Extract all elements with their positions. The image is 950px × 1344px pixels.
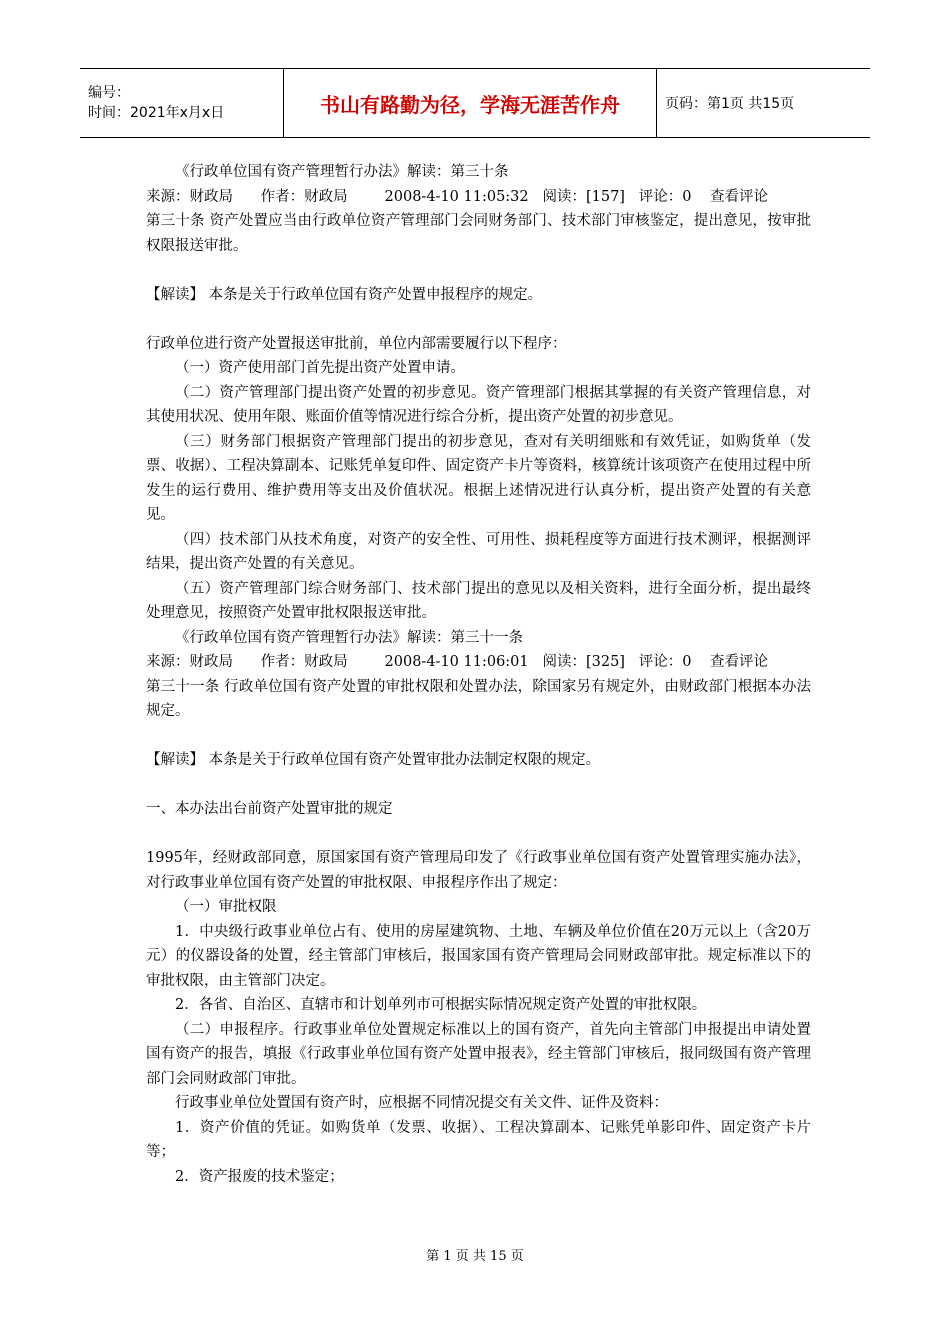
paragraph: 1995年，经财政部同意，原国家国有资产管理局印发了《行政事业单位国有资产处置管理实施办法》，对行政事业单位国有资产处置的审批权限、申报程序作出了规定：: [146, 850, 811, 891]
document-code-label: 编号：: [88, 85, 130, 101]
paragraph: 1．中央级行政事业单位占有、使用的房屋建筑物、土地、车辆及单位价值在20万元以上（含20万元）的仪器设备的处置，经主管部门审核后，报国家国有资产管理局会同财政部审批。规定标准以下的审批权限，由主管部门决定。: [146, 923, 811, 989]
paragraph: 《行政单位国有资产管理暂行办法》解读：第三十条: [175, 164, 509, 180]
paragraph: 行政事业单位处置国有资产时，应根据不同情况提交有关文件、证件及资料：: [175, 1095, 668, 1111]
paragraph: 第三十条 资产处置应当由行政单位资产管理部门会同财务部门、技术部门审核鉴定，提出意见，按审批权限报送审批。: [146, 213, 811, 254]
paragraph: （一）审批权限: [175, 899, 277, 915]
paragraph: 《行政单位国有资产管理暂行办法》解读：第三十一条: [175, 629, 523, 646]
page-header: [80, 68, 870, 138]
blank-line: [146, 822, 811, 847]
paragraph: 2．资产报废的技术鉴定；: [175, 1168, 344, 1185]
paragraph: 来源：财政局 作者：财政局 2008-4-10 11:05:32 阅读：[157] 评论：0 查看评论: [146, 188, 768, 205]
header-motto: 书山有路勤为径，学海无涯苦作舟: [283, 69, 656, 137]
paragraph: （二）资产管理部门提出资产处置的初步意见。资产管理部门根据其掌握的有关资产管理信息，对其使用状况、使用年限、账面价值等情况进行综合分析，提出资产处置的初步意见。: [146, 384, 811, 425]
paragraph: （三）财务部门根据资产管理部门提出的初步意见，查对有关明细账和有效凭证，如购货单（发票、收据）、工程决算副本、记账凭单复印件、固定资产卡片等资料，核算统计该项资产在使用过程中所发生的运行费用、维护费用等支出及价值状况。根据上述情况进行认真分析，提出资产处置的有关意见。: [146, 433, 811, 523]
blank-line: [146, 258, 811, 283]
paragraph: 【解读】 本条是关于行政单位国有资产处置申报程序的规定。: [146, 286, 543, 303]
document-body: [146, 160, 811, 1189]
header-page-number: 页码：第1页 共15页: [656, 69, 870, 137]
paragraph: （一）资产使用部门首先提出资产处置申请。: [175, 360, 465, 376]
paragraph: （四）技术部门从技术角度，对资产的安全性、可用性、损耗程度等方面进行技术测评，根据测评结果，提出资产处置的有关意见。: [146, 531, 811, 572]
document-time-label: 时间：2021年x月x日: [88, 105, 225, 121]
page-footer: 第 1 页 共 15 页: [426, 1249, 524, 1264]
paragraph: 1．资产价值的凭证。如购货单（发票、收据）、工程决算副本、记账凭单影印件、固定资产卡片等；: [146, 1119, 811, 1160]
blank-line: [146, 724, 811, 749]
blank-line: [146, 307, 811, 332]
paragraph: 第三十一条 行政单位国有资产处置的审批权限和处置办法，除国家另有规定外，由财政部门根据本办法规定。: [146, 678, 811, 719]
paragraph: 来源：财政局 作者：财政局 2008-4-10 11:06:01 阅读：[325] 评论：0 查看评论: [146, 654, 768, 670]
paragraph: 行政单位进行资产处置报送审批前，单位内部需要履行以下程序：: [146, 335, 567, 352]
paragraph: 2．各省、自治区、直辖市和计划单列市可根据实际情况规定资产处置的审批权限。: [175, 997, 707, 1013]
paragraph: 一、本办法出台前资产处置审批的规定: [146, 801, 393, 817]
header-info-cell: [80, 69, 283, 137]
paragraph: 【解读】 本条是关于行政单位国有资产处置审批办法制定权限的规定。: [146, 752, 601, 768]
blank-line: [146, 773, 811, 798]
paragraph: （二）申报程序。行政事业单位处置规定标准以上的国有资产，首先向主管部门申报提出申请处置国有资产的报告，填报《行政事业单位国有资产处置申报表》，经主管部门审核后，报同级国有资产管理部门会同财政部门审批。: [146, 1021, 811, 1087]
paragraph: （五）资产管理部门综合财务部门、技术部门提出的意见以及相关资料，进行全面分析，提出最终处理意见，按照资产处置审批权限报送审批。: [146, 580, 811, 621]
